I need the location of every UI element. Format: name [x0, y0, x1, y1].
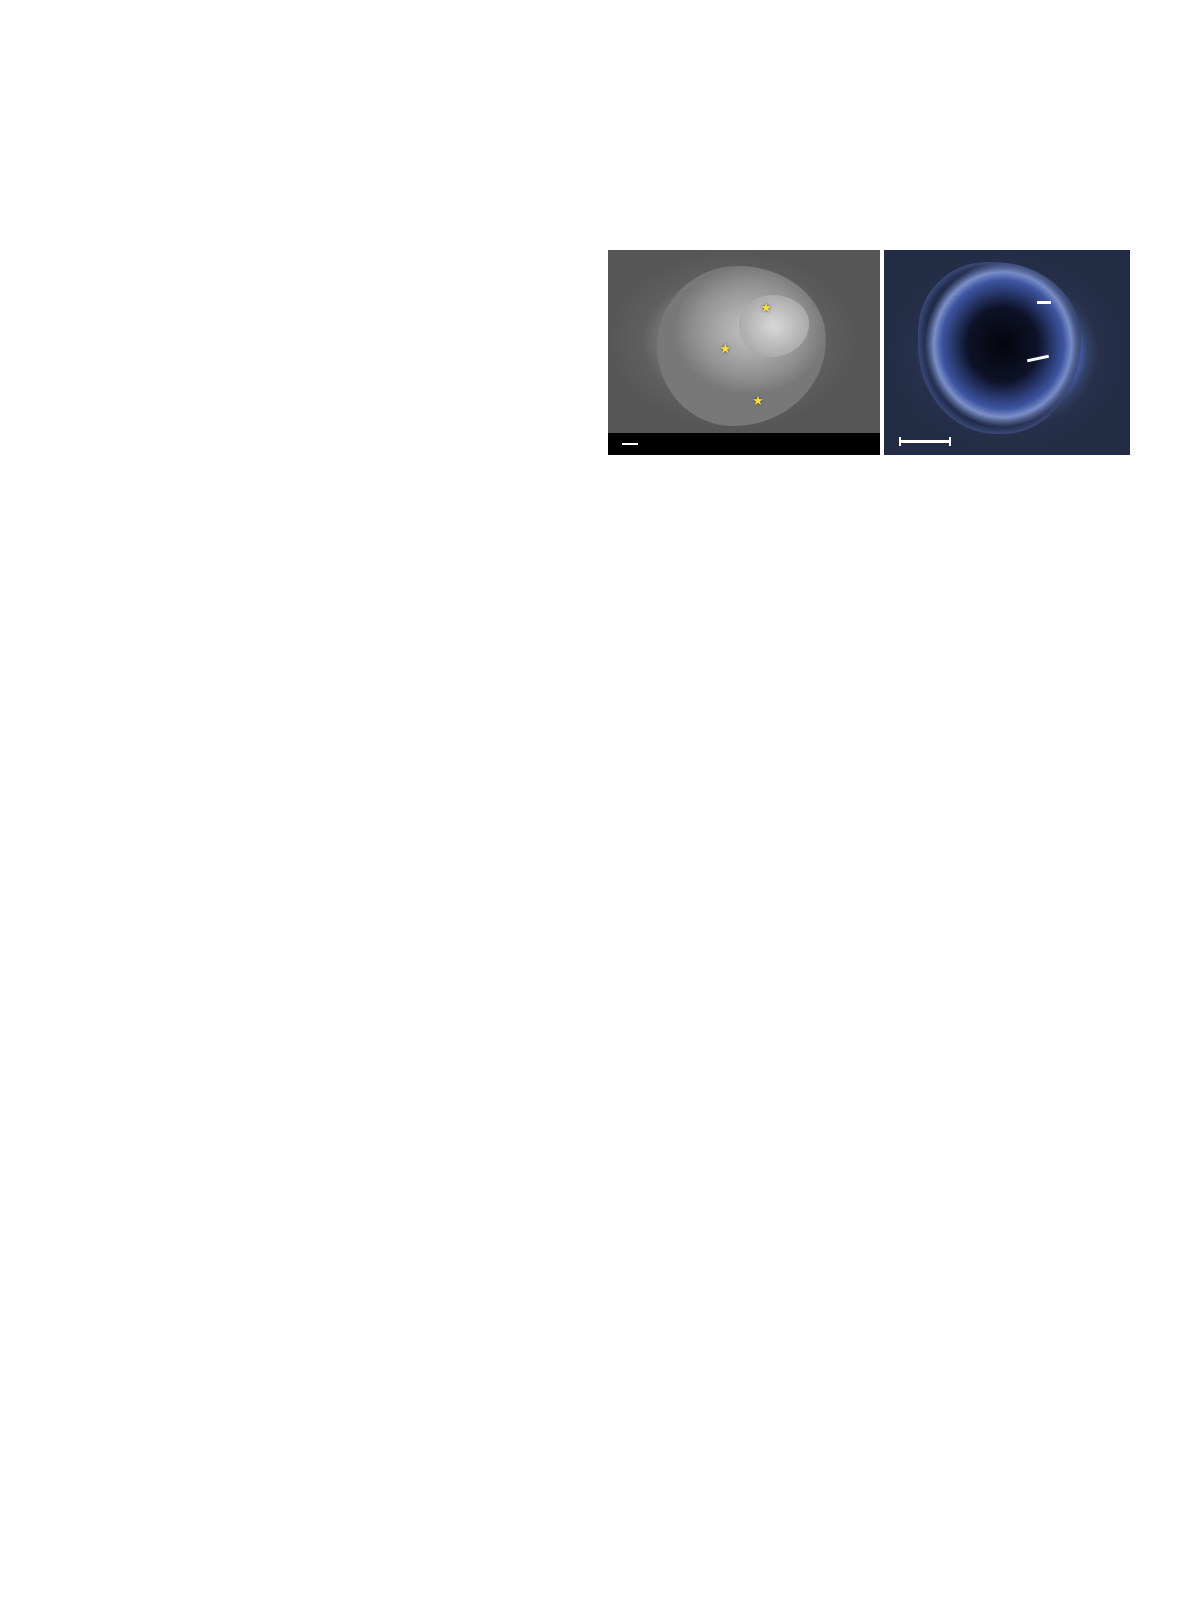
ree-spider-chart: [75, 762, 377, 984]
raman-panel-ba: [600, 580, 862, 702]
cl-pointer-d: [1037, 301, 1051, 304]
sem-status-bar: [608, 433, 880, 455]
sem-star-s33: ★: [719, 341, 732, 357]
fig2-text-block: [374, 764, 596, 774]
sem-scalebar: [622, 443, 638, 445]
raman-panel-be: [600, 702, 862, 842]
sem-star-s40: ★: [752, 392, 764, 408]
raman-panel-bh: [862, 458, 1130, 580]
raman-col-left: [600, 458, 862, 842]
oxygen-isotope-scatter: [75, 986, 385, 1191]
raman-panel-a: [600, 458, 862, 580]
raman-panel-bi: [862, 580, 1130, 702]
upb-concordia-chart: [606, 874, 896, 1136]
zircon-cl-image: [884, 250, 1130, 455]
ti-temperature-histogram: [600, 1198, 1000, 1466]
ternary-q-ab-or: [80, 560, 330, 785]
raman-col-right: [862, 458, 1130, 842]
raman-panel-c: [862, 702, 1130, 842]
sem-inclusion-image: [608, 250, 880, 455]
cl-scalebar: [899, 440, 951, 445]
geologic-map-figure: [75, 264, 307, 526]
ternary-an-ab-or: [322, 560, 572, 785]
raman-grid: [600, 458, 1130, 842]
sem-star-s2: ★: [760, 300, 772, 316]
